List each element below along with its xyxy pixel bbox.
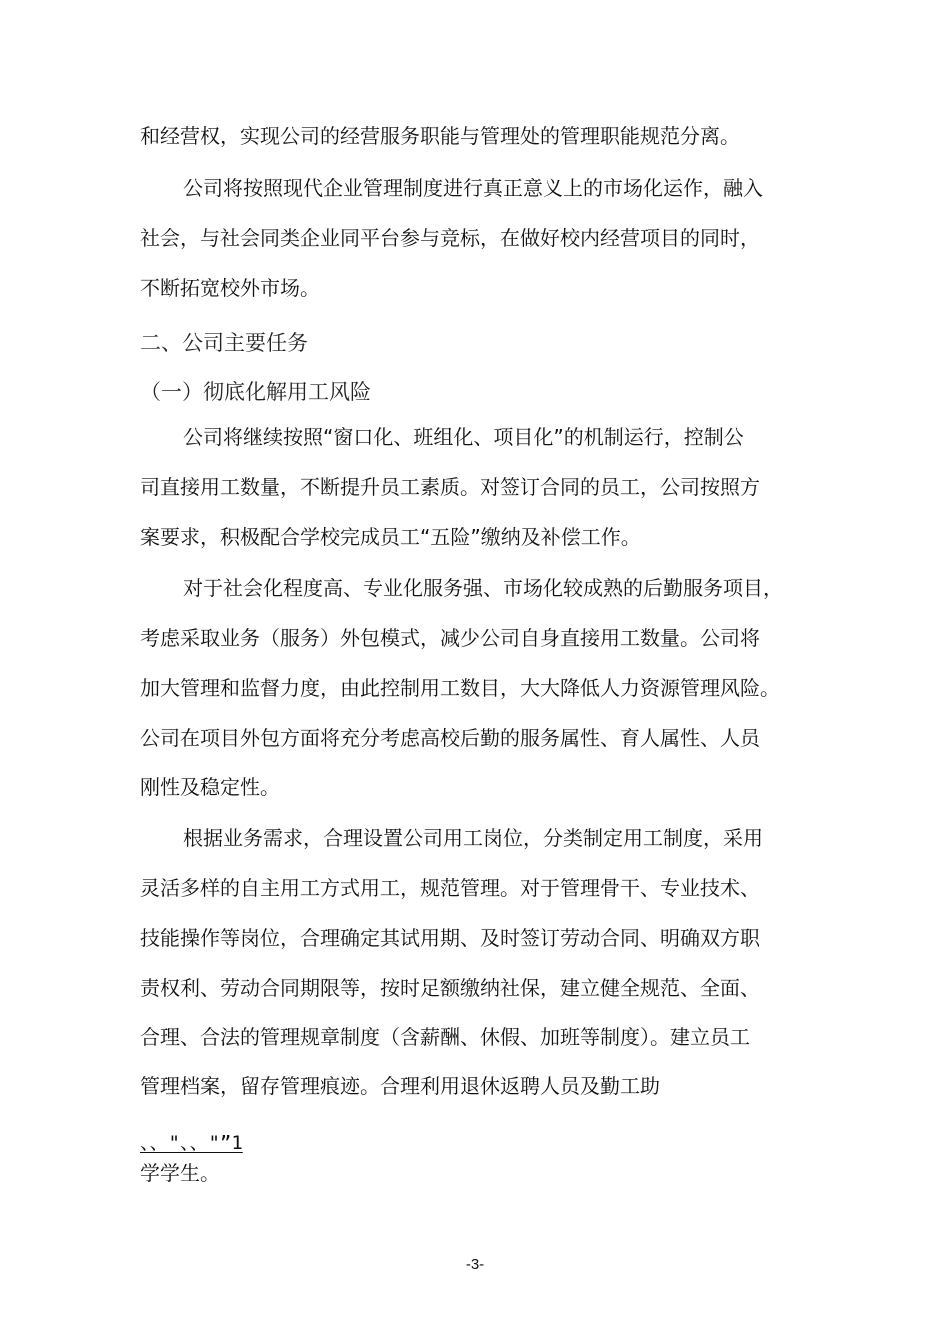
body-line: 对于社会化程度高、专业化服务强、市场化较成熟的后勤服务项目， xyxy=(183,576,783,600)
body-line: 根据业务需求，合理设置公司用工岗位，分类制定用工制度，采用 xyxy=(183,826,763,850)
body-line: 合理、合法的管理规章制度（含薪酬、休假、加班等制度）。建立员工 xyxy=(140,1025,750,1049)
body-line: 社会，与社会同类企业同平台参与竞标，在做好校内经营项目的同时， xyxy=(140,226,760,250)
body-line: 责权利、劳动合同期限等，按时足额缴纳社保，建立健全规范、全面、 xyxy=(140,976,760,1000)
body-line: 公司将继续按照“窗口化、班组化、项目化”的机制运行，控制公 xyxy=(183,425,744,449)
body-line: 学学生。 xyxy=(140,1161,220,1185)
body-line: 刚性及稳定性。 xyxy=(140,775,280,799)
body-line: 不断拓宽校外市场。 xyxy=(140,276,320,300)
body-line: 加大管理和监督力度，由此控制用工数目，大大降低人力资源管理风险。 xyxy=(140,676,780,700)
body-line: 司直接用工数量，不断提升员工素质。对签订合同的员工，公司按照方 xyxy=(140,475,760,499)
page-number: -3- xyxy=(465,1256,485,1273)
body-line: 和经营权，实现公司的经营服务职能与管理处的管理职能规范分离。 xyxy=(140,124,740,148)
body-line: 公司将按照现代企业管理制度进行真正意义上的市场化运作，融入 xyxy=(183,176,763,200)
body-line: 案要求，积极配合学校完成员工“五险”缴纳及补偿工作。 xyxy=(140,525,641,549)
body-line: 技能操作等岗位，合理确定其试用期、及时签订劳动合同、明确双方职 xyxy=(140,926,760,950)
body-line: 灵活多样的自主用工方式用工，规范管理。对于管理骨干、专业技术、 xyxy=(140,876,760,900)
body-line: 考虑采取业务（服务）外包模式，减少公司自身直接用工数量。公司将 xyxy=(140,626,760,650)
section-heading: 二、公司主要任务 xyxy=(140,331,308,355)
subsection-heading: （一）彻底化解用工风险 xyxy=(140,380,371,404)
body-line: 公司在项目外包方面将充分考虑高校后勤的服务属性、育人属性、人员 xyxy=(140,726,760,750)
body-line: 管理档案，留存管理痕迹。合理利用退休返聘人员及勤工助 xyxy=(140,1074,660,1098)
footnote-marks: 、、"、、"”1 xyxy=(140,1132,243,1154)
